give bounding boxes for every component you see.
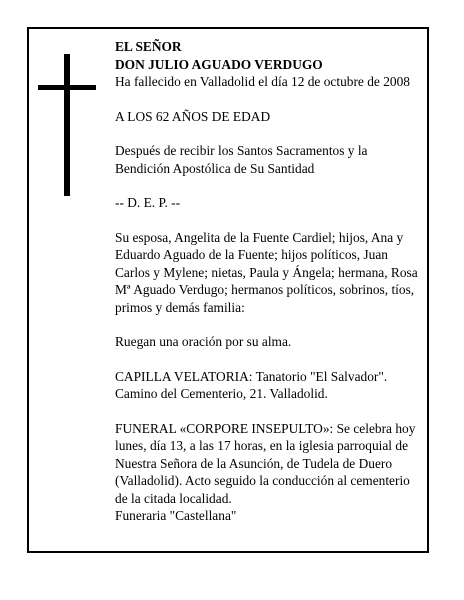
family-paragraph: Su esposa, Angelita de la Fuente Cardiel; hijos, Ana y Eduardo Aguado de la Fuente; hijos políticos, Juan Carlos y Mylene; nietas, Paula y Ángela; hermana, Rosa Mª Aguado Verdugo; hermanos políticos, sobrinos, tíos, primos y demás familia: bbox=[115, 229, 418, 315]
deceased-name: DON JULIO AGUADO VERDUGO bbox=[115, 56, 323, 72]
sacraments-paragraph: Después de recibir los Santos Sacramentos y la Bendición Apostólica de Su Santidad bbox=[115, 143, 368, 176]
rip-line: -- D. E. P. -- bbox=[115, 195, 181, 210]
prayer-line: Ruegan una oración por su alma. bbox=[115, 334, 292, 349]
age-line: A LOS 62 AÑOS DE EDAD bbox=[115, 108, 271, 124]
chapel-line-1: CAPILLA VELATORIA: Tanatorio "El Salvador". bbox=[115, 368, 388, 384]
death-announcement: Ha fallecido en Valladolid el día 12 de octubre de 2008 bbox=[115, 74, 410, 89]
obituary-text bbox=[115, 38, 425, 525]
funeral-paragraph: FUNERAL «CORPORE INSEPULTO»: Se celebra hoy lunes, día 13, a las 17 horas, en la iglesia parroquial de Nuestra Señora de la Asunción, de Tudela de Duero (Valladolid). Acto seguido la conducción al cementerio de la citada localidad. bbox=[115, 420, 416, 506]
title-line-1: EL SEÑOR bbox=[115, 39, 182, 54]
cross-horizontal-bar bbox=[38, 85, 96, 90]
cross-vertical-bar bbox=[64, 54, 70, 196]
chapel-line-2: Camino del Cementerio, 21. Valladolid. bbox=[115, 386, 328, 401]
funeral-home: Funeraria "Castellana" bbox=[115, 508, 237, 523]
